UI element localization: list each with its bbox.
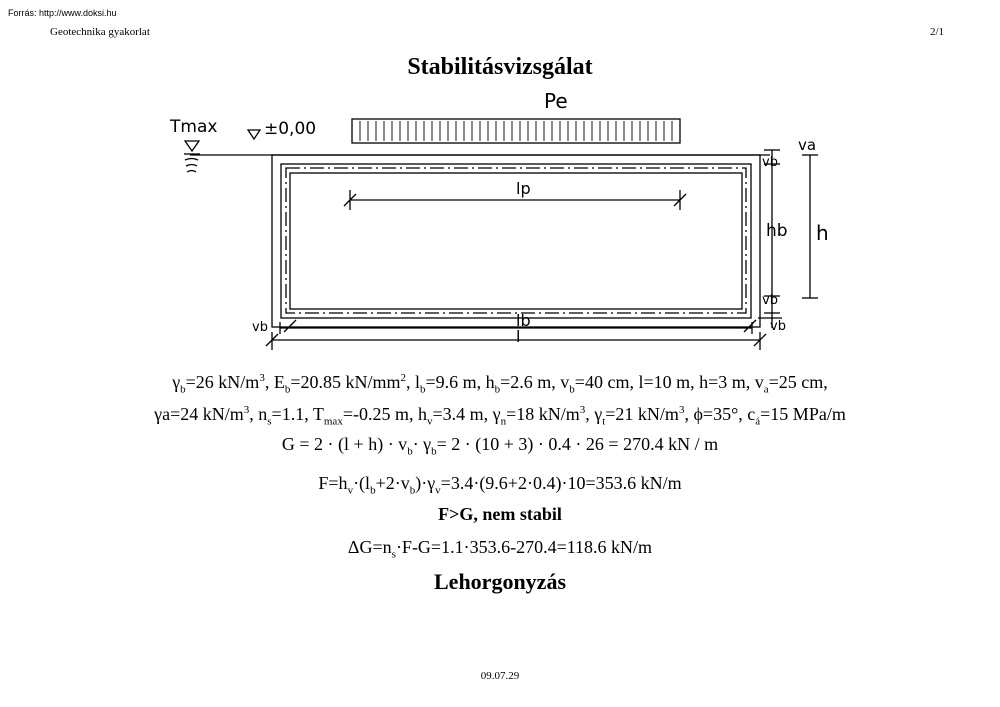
source-note: Forrás: http://www.doksi.hu	[8, 8, 117, 18]
header-course: Geotechnika gyakorlat	[50, 26, 150, 38]
equation-G: $G = 2 \cdot (l + h) \cdot v_b\cdot \gamma_b= 2 \cdot (10 + 3) \cdot 0.4 \cdot 26 = 270.4$ kN / m	[281, 434, 719, 458]
l-label: l	[516, 327, 521, 346]
water-symbol	[185, 159, 198, 173]
section-title: Lehorgonyzás	[434, 569, 566, 594]
level-triangle	[248, 130, 260, 139]
hb-label: hb	[766, 221, 788, 241]
load-hatching	[360, 121, 672, 141]
page-title: Stabilitásvizsgálat	[407, 54, 593, 80]
lb-label: lb	[516, 311, 531, 330]
h-label: h	[816, 221, 829, 245]
vb-top-label: vb	[762, 155, 778, 170]
vb-right-label: vb	[770, 319, 786, 334]
va-label: va	[798, 136, 817, 154]
pe-label: Pe	[544, 89, 568, 113]
header-page-number: 2/1	[929, 26, 944, 38]
lp-label: lp	[516, 179, 531, 198]
stability-conclusion: F>G, nem stabil	[438, 504, 562, 524]
level-label: ±0,00	[264, 119, 317, 139]
vb-bottom-label: vb	[762, 293, 778, 308]
vb-left-label: vb	[252, 320, 268, 335]
parameters-line-1: $\gamma_b=26$ $kN/m^3$, $E_b=20.85$ $kN/mm^2$, $l_b=9.6$ m, $h_b=2.6$ m, $v_b=40$ cm, l=10 m, h=3 m, $v_a=25$ cm,	[172, 372, 828, 396]
tmax-label: Tmax	[170, 117, 218, 137]
load-block	[352, 119, 680, 143]
footer-date: 09.07.29	[480, 670, 520, 682]
equation-F: $F=h_v\cdot(l_b+2\cdot v_b)\cdot\gamma_v=3.4\cdot(9.6+2\cdot 0.4)\cdot 10=353.6$ kN/m	[318, 473, 682, 497]
equation-delta-G: $\Delta G=n_s\cdot F-G=1.1\cdot 353.6-270.4=118.6$ kN/m	[347, 537, 653, 561]
parameters-line-2: γa=24 $kN/m^3$, $n_s=1.1$, $T_{max}=-0.25$ m, $h_v=3.4$ m, $\gamma_n=18$ $kN/m^3$, $\gamma_t=21$ $kN/m^3$, ϕ=35°, $c_á=15$ MPa/m	[154, 404, 846, 428]
water-level-triangle	[185, 141, 199, 151]
cross-section-drawing	[160, 88, 840, 358]
